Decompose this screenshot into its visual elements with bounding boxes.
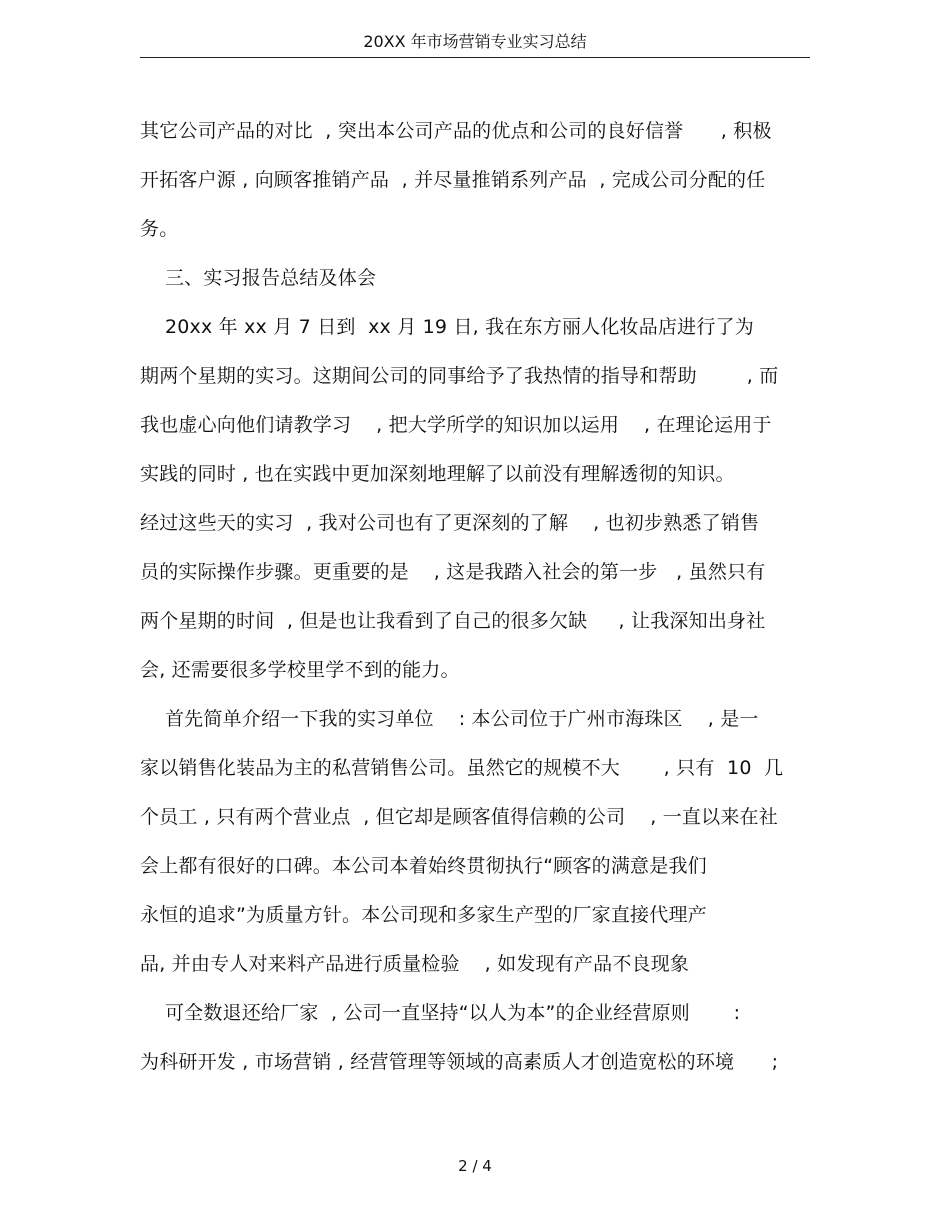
text-line: 家以销售化装品为主的私营销售公司。虽然它的规模不大 , 只有 10 几 [140, 757, 784, 779]
header-divider [140, 57, 810, 58]
text-line: 经过这些天的实习 , 我对公司也有了更深刻的了解 , 也初步熟悉了销售 [140, 512, 760, 534]
text-line: 开拓客户源 , 向顾客推销产品 , 并尽量推销系列产品 , 完成公司分配的任 [140, 169, 766, 191]
text-line: 首先简单介绍一下我的实习单位 : 本公司位于广州市海珠区 , 是一 [140, 708, 759, 730]
body-text [140, 107, 812, 1087]
text-line: 实践的同时 , 也在实践中更加深刻地理解了以前没有理解透彻的知识。 [140, 463, 735, 485]
text-line: 永恒的追求”为质量方针。本公司现和多家生产型的厂家直接代理产 [140, 904, 707, 926]
text-line: 为科研开发 , 市场营销 , 经营管理等领域的高素质人才创造宽松的环境 ; [140, 1051, 779, 1073]
text-line: 会, 还需要很多学校里学不到的能力。 [140, 659, 460, 681]
text-line: 20xx 年 xx 月 7 日到 xx 月 19 日, 我在东方丽人化妆品店进行了为 [140, 316, 754, 338]
text-line: 员的实际操作步骤。更重要的是 , 这是我踏入社会的第一步 , 虽然只有 [140, 561, 766, 583]
text-line: 会上都有很好的口碑。本公司本着始终贯彻执行“顾客的满意是我们 [140, 855, 707, 877]
section-heading: 三、实习报告总结及体会 [140, 267, 377, 289]
text-line: 品, 并由专人对来料产品进行质量检验 , 如发现有产品不良现象 [140, 953, 690, 975]
text-line: 务。 [140, 218, 179, 240]
page-number: 2 / 4 [458, 1157, 492, 1175]
text-line: 个员工 , 只有两个营业点 , 但它却是顾客值得信赖的公司 , 一直以来在社 [140, 806, 778, 828]
text-line: 其它公司产品的对比 , 突出本公司产品的优点和公司的良好信誉 , 积极 [140, 120, 772, 142]
text-line: 两个星期的时间 , 但是也让我看到了自己的很多欠缺 , 让我深知出身社 [140, 610, 766, 632]
page-header-title: 20XX 年市场营销专业实习总结 [363, 32, 587, 51]
text-line: 我也虚心向他们请教学习 , 把大学所学的知识加以运用 , 在理论运用于 [140, 414, 772, 436]
text-line: 期两个星期的实习。这期间公司的同事给予了我热情的指导和帮助 , 而 [140, 365, 779, 387]
text-line: 可全数退还给厂家 , 公司一直坚持“以人为本”的企业经营原则 : [140, 1002, 741, 1024]
